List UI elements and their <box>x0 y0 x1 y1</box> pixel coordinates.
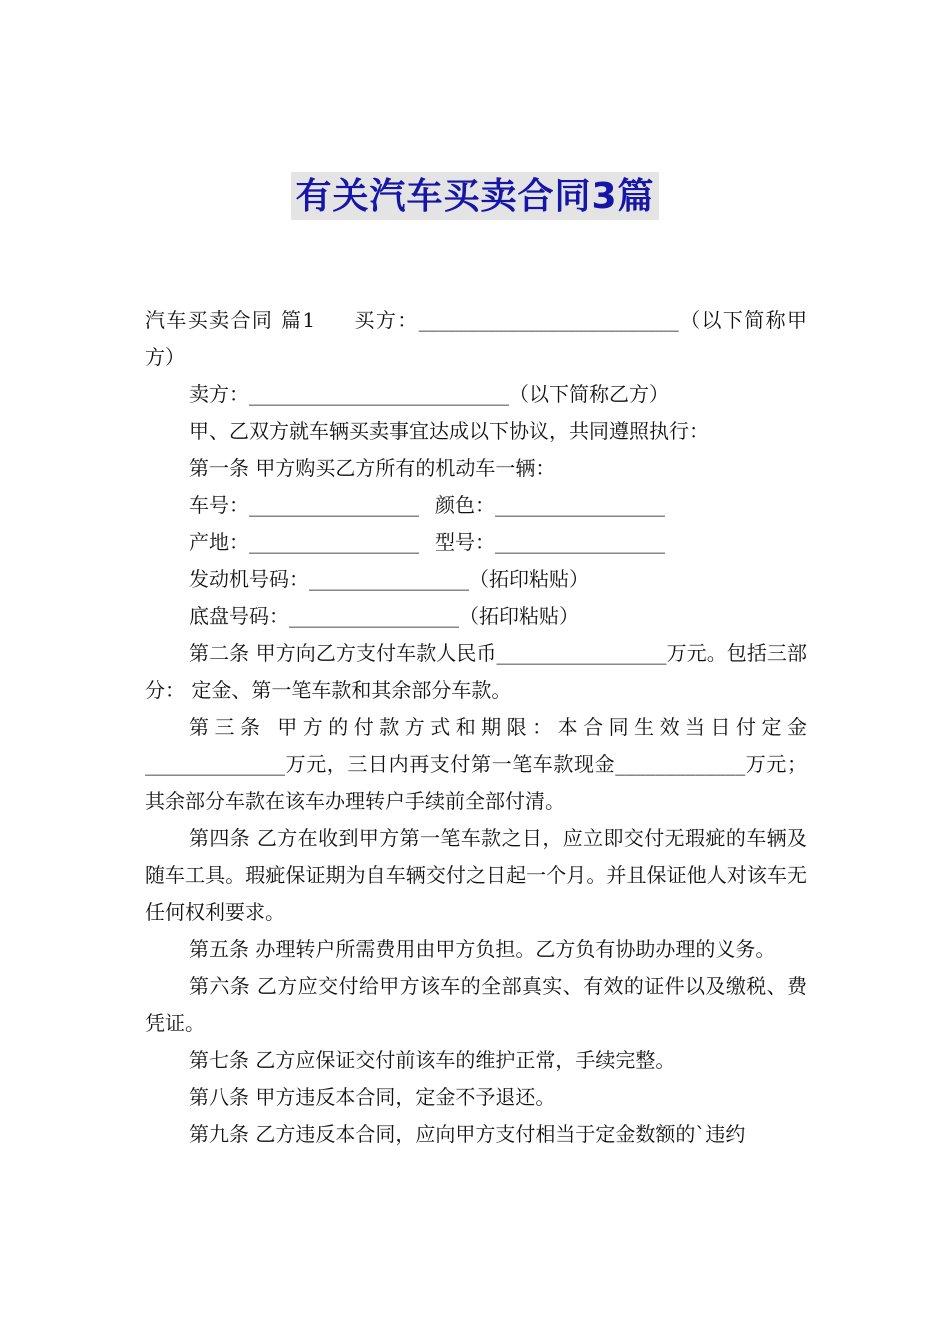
article-3: 第三条 甲方的付款方式和期限：本合同生效当日付定金______________万元，三日内再支付第一笔车款现金_____________万元；其余部分车款在该车办理转户手续前全部付清。 <box>145 715 807 813</box>
title-container <box>0 172 950 220</box>
document-body <box>145 302 807 1153</box>
article-1: 第一条 甲方购买乙方所有的机动车一辆： <box>189 456 556 480</box>
color-field: 颜色：_________________ <box>435 493 665 517</box>
origin-field: 产地：_________________ <box>189 530 419 554</box>
engine-number-line: 发动机号码：________________（拓印粘贴） <box>189 567 589 591</box>
plate-color-line <box>145 487 807 524</box>
article-4: 第四条 乙方在收到甲方第一笔车款之日，应立即交付无瑕疵的车辆及随车工具。瑕疵保证期为自车辆交付之日起一个月。并且保证他人对该车无任何权利要求。 <box>145 826 807 924</box>
buyer-line: 买方：__________________________（以下简称甲方） <box>145 308 807 369</box>
plate-field: 车号：_________________ <box>189 493 419 517</box>
contract-intro <box>145 302 807 376</box>
article-5: 第五条 办理转户所需费用由甲方负担。乙方负有协助办理的义务。 <box>189 937 776 961</box>
article-7: 第七条 乙方应保证交付前该车的维护正常，手续完整。 <box>189 1048 676 1072</box>
preamble: 甲、乙双方就车辆买卖事宜达成以下协议，共同遵照执行： <box>189 419 709 443</box>
article-8: 第八条 甲方违反本合同，定金不予退还。 <box>189 1085 556 1109</box>
origin-model-line <box>145 524 807 561</box>
seller-line: 卖方：__________________________（以下简称乙方） <box>189 382 669 406</box>
article-9: 第九条 乙方违反本合同，应向甲方支付相当于定金数额的`违约 <box>189 1122 746 1146</box>
article-6: 第六条 乙方应交付给甲方该车的全部真实、有效的证件以及缴税、费凭证。 <box>145 974 807 1035</box>
article-2: 第二条 甲方向乙方支付车款人民币_________________万元。包括三部分： 定金、第一笔车款和其余部分车款。 <box>145 641 807 702</box>
model-field: 型号：_________________ <box>435 530 665 554</box>
chassis-number-line: 底盘号码：_________________（拓印粘贴） <box>189 604 579 628</box>
document-title: 有关汽车买卖合同3篇 <box>291 172 658 220</box>
contract-heading: 汽车买卖合同 篇1 <box>145 308 316 332</box>
